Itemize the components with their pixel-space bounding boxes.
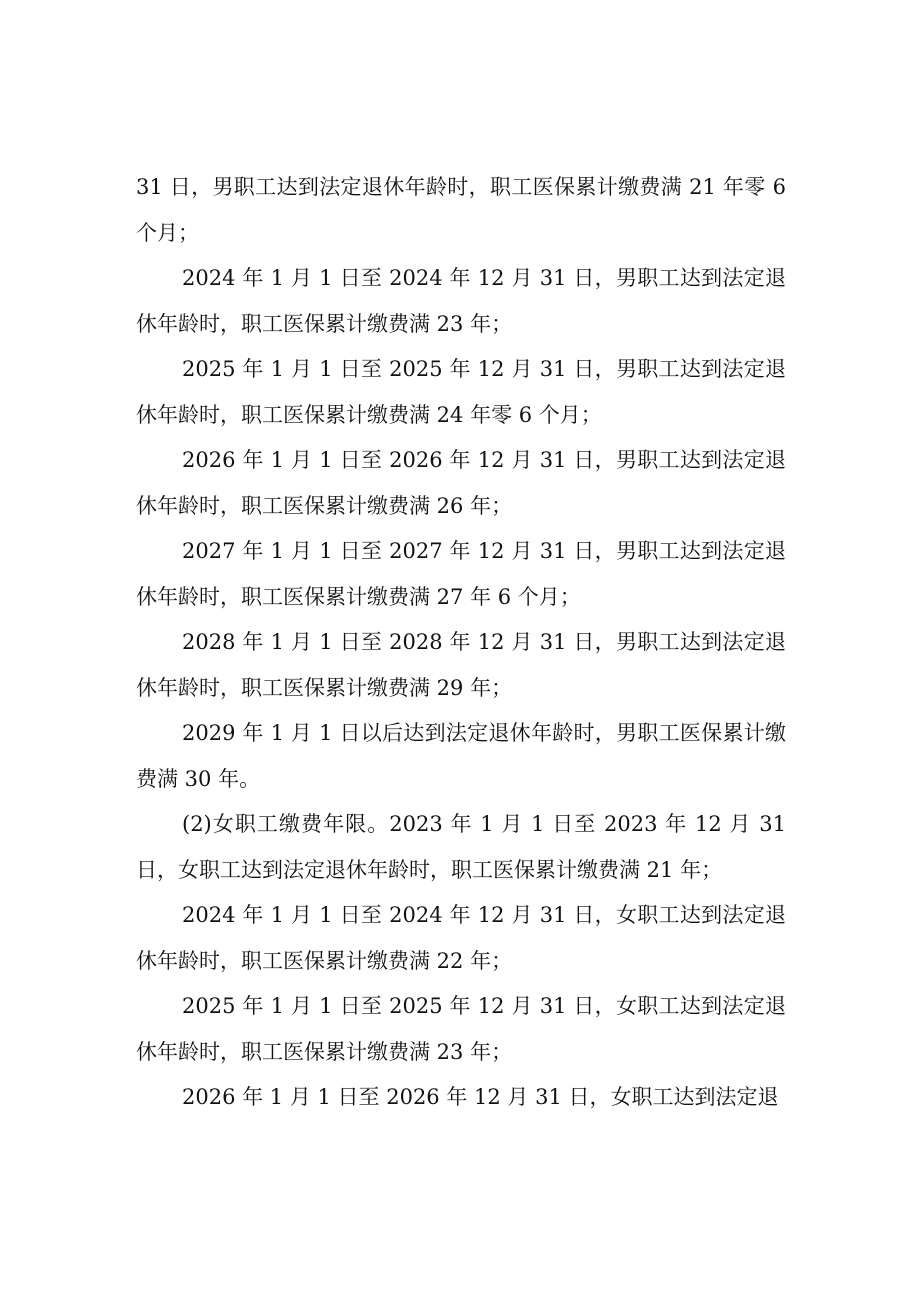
paragraph-male-2026: 2026 年 1 月 1 日至 2026 年 12 月 31 日，男职工达到法定退休年龄时，职工医保累计缴费满 26 年； — [136, 448, 786, 518]
paragraph-male-2024: 2024 年 1 月 1 日至 2024 年 12 月 31 日，男职工达到法定退休年龄时，职工医保累计缴费满 23 年； — [136, 266, 786, 336]
paragraph-female-2024: 2024 年 1 月 1 日至 2024 年 12 月 31 日，女职工达到法定退休年龄时，职工医保累计缴费满 22 年； — [136, 903, 786, 973]
paragraph-female-2026: 2026 年 1 月 1 日至 2026 年 12 月 31 日，女职工达到法定退 — [182, 1085, 779, 1109]
paragraph-male-2023-continued: 31 日，男职工达到法定退休年龄时，职工医保累计缴费满 21 年零 6 个月； — [136, 175, 786, 245]
paragraph-female-2025: 2025 年 1 月 1 日至 2025 年 12 月 31 日，女职工达到法定退休年龄时，职工医保累计缴费满 23 年； — [136, 994, 786, 1064]
paragraph-male-2025: 2025 年 1 月 1 日至 2025 年 12 月 31 日，男职工达到法定退休年龄时，职工医保累计缴费满 24 年零 6 个月； — [136, 357, 786, 427]
document-body — [136, 165, 786, 1121]
paragraph-female-2023: (2)女职工缴费年限。2023 年 1 月 1 日至 2023 年 12 月 31 日，女职工达到法定退休年龄时，职工医保累计缴费满 21 年； — [136, 812, 786, 882]
paragraph-male-2029: 2029 年 1 月 1 日以后达到法定退休年龄时，男职工医保累计缴费满 30 年。 — [136, 721, 786, 791]
paragraph-male-2027: 2027 年 1 月 1 日至 2027 年 12 月 31 日，男职工达到法定退休年龄时，职工医保累计缴费满 27 年 6 个月； — [136, 539, 786, 609]
paragraph-male-2028: 2028 年 1 月 1 日至 2028 年 12 月 31 日，男职工达到法定退休年龄时，职工医保累计缴费满 29 年； — [136, 630, 786, 700]
